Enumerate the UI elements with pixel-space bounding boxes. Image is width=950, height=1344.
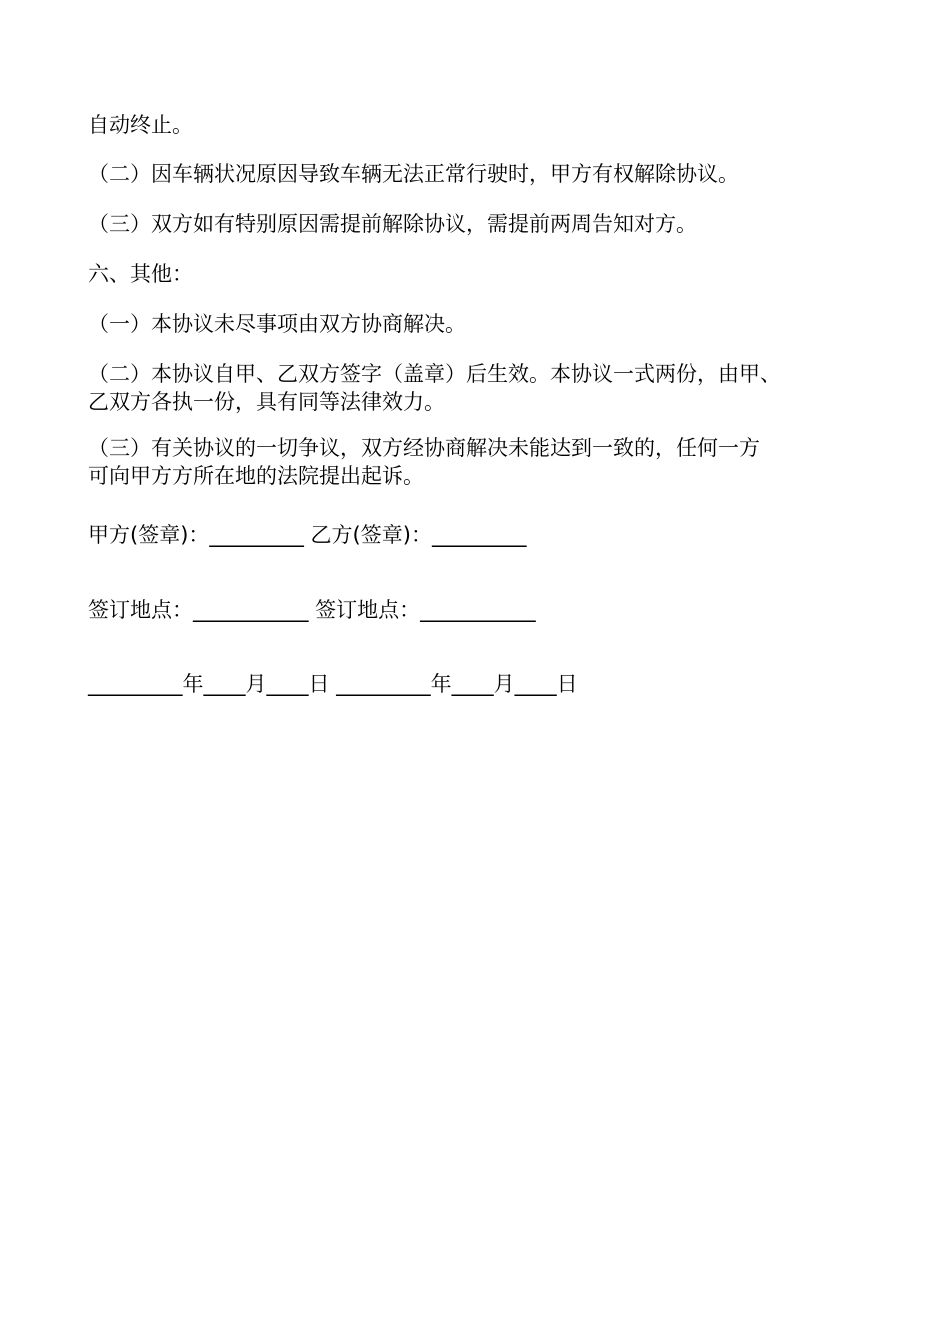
paragraph-other-3 (88, 434, 878, 490)
signature-party-line: 甲方(签章)：_________ 乙方(签章)：_________ (88, 523, 527, 547)
paragraph-line: （三）双方如有特别原因需提前解除协议，需提前两周告知对方。 (88, 212, 697, 236)
section-heading-other (88, 260, 878, 288)
paragraph-line: 六、其他： (88, 262, 193, 286)
paragraph-other-1 (88, 310, 878, 338)
paragraph-line: 乙双方各执一份，具有同等法律效力。 (88, 390, 445, 414)
paragraph-line: 可向甲方方所在地的法院提出起诉。 (88, 464, 424, 488)
paragraph-other-2 (88, 360, 878, 416)
paragraph-line: （三）有关协议的一切争议，双方经协商解决未能达到一致的，任何一方 (88, 436, 760, 460)
paragraph-line: （一）本协议未尽事项由双方协商解决。 (88, 312, 466, 336)
paragraph-clause-3-early-termination (88, 210, 878, 238)
signature-date-line: _________年____月____日 _________年____月____日 (88, 672, 578, 696)
paragraph-line: 自动终止。 (88, 113, 193, 137)
paragraph-clause-2-vehicle (88, 160, 878, 188)
paragraph-line: （二）本协议自甲、乙双方签字（盖章）后生效。本协议一式两份，由甲、 (88, 362, 781, 386)
paragraph-auto-termination (88, 111, 878, 139)
paragraph-line: （二）因车辆状况原因导致车辆无法正常行驶时，甲方有权解除协议。 (88, 162, 739, 186)
signature-place-line: 签订地点：___________ 签订地点：___________ (88, 598, 536, 622)
